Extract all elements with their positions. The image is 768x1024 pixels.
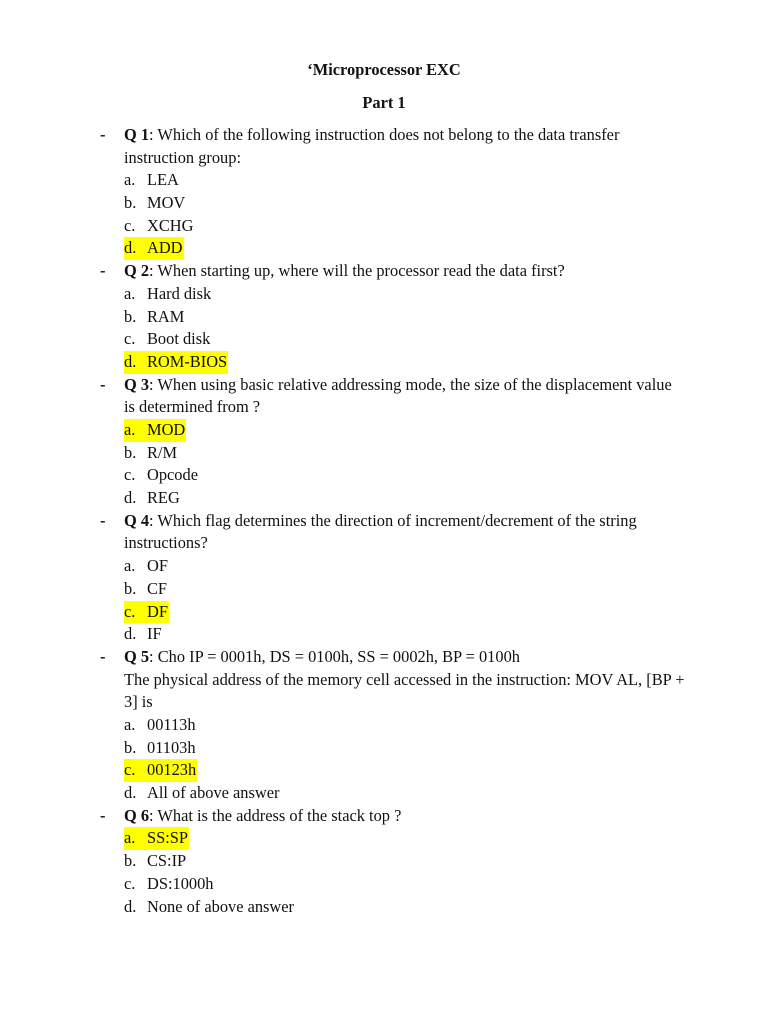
answer-option-content [124,896,294,919]
answer-option-content [124,555,168,578]
answer-option-content [124,578,167,601]
option-letter: c. [124,329,136,349]
highlighted-answer [124,827,189,850]
document-title: ‘Microprocessor EXC [307,60,461,79]
answer-option [0,601,768,624]
answer-option [0,896,768,919]
option-text: ROM-BIOS [147,351,228,371]
option-text: XCHG [147,215,194,235]
question-text [124,805,684,828]
question-label: Q 5 [124,646,150,666]
answer-option-content [124,487,180,510]
option-text: SS:SP [147,828,189,848]
option-text: IF [147,624,162,644]
highlighted-answer [124,419,186,442]
answer-option-content [124,442,177,465]
answer-options [0,419,768,510]
highlighted-answer [124,351,228,374]
answer-option [0,578,768,601]
bullet-dash: - [100,125,106,144]
question-body: : Which flag determines the direction of increment/decrement of the string instructions? [124,510,637,553]
bullet-dash: - [100,646,106,666]
question-text [124,260,684,283]
question-text [124,124,684,169]
option-letter: d. [124,238,137,258]
option-letter: b. [124,578,137,598]
option-text: Hard disk [147,283,212,303]
option-text: REG [147,488,180,508]
option-text: OF [147,556,168,576]
answer-option [0,850,768,873]
option-text: 00113h [147,715,196,735]
answer-option [0,442,768,465]
option-letter: c. [124,873,136,893]
option-text: None of above answer [147,896,295,916]
question-1 [0,124,768,260]
answer-option [0,623,768,646]
option-letter: b. [124,851,137,871]
answer-options [0,555,768,646]
question-text [124,646,684,669]
option-text: DF [147,601,168,621]
question-6 [0,805,768,918]
option-letter: a. [124,420,136,440]
answer-option-content [124,737,196,760]
question-body: : When using basic relative addressing mode, the size of the displacement value is determined from ? [124,374,672,417]
option-letter: a. [124,556,136,576]
option-text: R/M [147,442,178,462]
highlighted-answer [124,601,169,624]
answer-option [0,328,768,351]
option-letter: a. [124,715,136,735]
bullet-dash: - [100,261,106,281]
answer-option [0,215,768,238]
option-letter: b. [124,442,137,462]
answer-option [0,487,768,510]
bullet-dash: - [100,374,106,394]
answer-option [0,351,768,374]
option-letter: d. [124,488,137,508]
option-text: DS:1000h [147,873,214,893]
option-text: 00123h [147,760,197,780]
bullet-dash: - [100,510,106,530]
option-text: 01103h [147,737,196,757]
question-body: : What is the address of the stack top ? [149,805,402,825]
answer-option-content [124,192,185,215]
option-letter: c. [124,760,136,780]
option-letter: d. [124,896,137,916]
question-body: : Which of the following instruction does not belong to the data transfer instruction group: [124,125,620,167]
document-subtitle: Part 1 [362,93,406,112]
option-text: MOD [147,420,186,440]
question-list [0,124,768,918]
option-text: Opcode [147,465,198,485]
question-text [124,374,684,419]
option-text: LEA [147,170,179,190]
answer-option-content [124,873,213,896]
answer-option [0,827,768,850]
question-label: Q 4 [124,510,150,530]
question-3 [0,374,768,510]
answer-options [0,169,768,260]
answer-options [0,283,768,374]
answer-option [0,192,768,215]
option-text: CS:IP [147,851,187,871]
option-letter: a. [124,283,136,303]
question-label: Q 2 [124,261,150,281]
answer-option-content [124,328,210,351]
option-letter: d. [124,351,137,371]
question-5 [0,646,768,805]
question-4 [0,510,768,646]
answer-option-content [124,714,196,737]
answer-option-content [124,306,184,329]
answer-option [0,306,768,329]
answer-option [0,464,768,487]
question-label: Q 1 [124,125,150,144]
question-text [124,510,684,555]
answer-option [0,759,768,782]
question-body: : Cho IP = 0001h, DS = 0100h, SS = 0002h, BP = 0100h [149,646,520,666]
answer-option-content [124,169,179,192]
answer-option-content [124,464,198,487]
option-letter: a. [124,170,136,190]
answer-option [0,237,768,260]
answer-option [0,555,768,578]
answer-option [0,714,768,737]
question-body: : When starting up, where will the processor read the data first? [149,261,565,281]
answer-option [0,419,768,442]
option-letter: d. [124,624,137,644]
option-text: CF [147,578,168,598]
question-extra-text: The physical address of the memory cell accessed in the instruction: MOV AL, [BP + 3] is [124,669,685,712]
option-text: MOV [147,193,186,213]
question-2 [0,260,768,373]
answer-options [0,714,768,805]
answer-options [0,827,768,918]
answer-option-content [124,623,162,646]
answer-option [0,873,768,896]
answer-option-content [124,850,186,873]
option-letter: c. [124,215,136,235]
option-text: Boot disk [147,329,211,349]
highlighted-answer [124,759,197,782]
highlighted-answer [124,237,184,260]
question-label: Q 6 [124,805,150,825]
option-text: All of above answer [147,783,280,803]
answer-option [0,737,768,760]
option-text: RAM [147,306,185,326]
option-letter: a. [124,828,136,848]
answer-option-content [124,283,211,306]
option-letter: c. [124,465,136,485]
option-letter: b. [124,306,137,326]
option-letter: d. [124,783,137,803]
question-label: Q 3 [124,374,150,394]
option-text: ADD [147,238,183,258]
answer-option [0,782,768,805]
answer-option-content [124,215,193,238]
answer-option [0,283,768,306]
option-letter: b. [124,193,137,213]
bullet-dash: - [100,805,106,825]
answer-option [0,169,768,192]
option-letter: b. [124,737,137,757]
option-letter: c. [124,601,136,621]
answer-option-content [124,782,279,805]
